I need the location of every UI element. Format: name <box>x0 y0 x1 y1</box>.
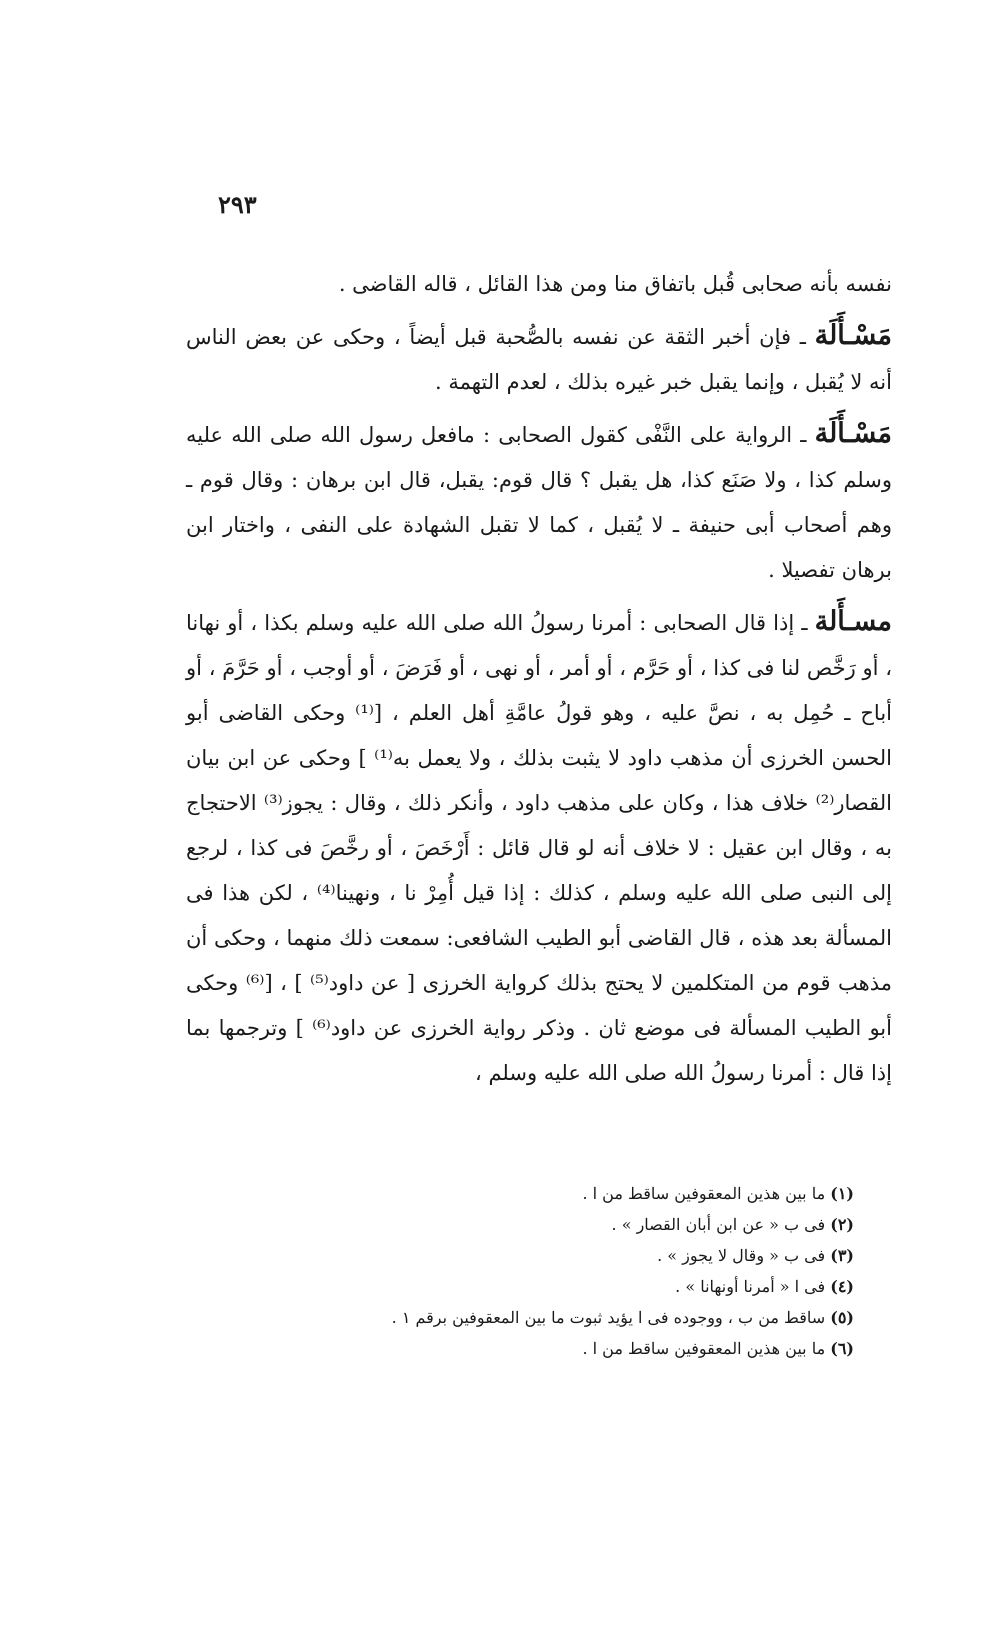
footnote-item <box>300 1333 854 1364</box>
footnote-item <box>300 1271 854 1302</box>
footnote-number: (٦) <box>830 1339 854 1358</box>
paragraph-text: نفسه بأنه صحابى قُبل باتفاق منا ومن هذا القائل ، قاله القاضى . <box>338 272 892 296</box>
footnote-item <box>300 1240 854 1271</box>
footnote-number: (٥) <box>830 1308 854 1327</box>
footnote-text: ساقط من ب ، ووجوده فى ا يؤيد ثبوت ما بين المعقوفين برقم ١ . <box>391 1308 826 1327</box>
footnote-item <box>300 1209 854 1240</box>
footnote-text: فى ب « عن ابن أبان القصار » . <box>611 1215 826 1234</box>
footnote-number: (٢) <box>830 1215 854 1234</box>
footnotes <box>300 1178 854 1364</box>
paragraph-text: ـ الرواية على النَّفْى كقول الصحابى : مافعل رسول الله صلى الله عليه وسلم كذا ، ولا صَنَع كذا، هل يقبل ؟ قال قوم: يقبل، قال ابن برهان : وقال قوم ـ وهم أصحاب أبى حنيفة ـ لا يُقبل ، كما لا تقبل الشهادة على النفى ، واختار ابن برهان تفصيلا . <box>186 423 892 582</box>
footnote-item <box>300 1178 854 1209</box>
footnote-text: فى ب « وقال لا يجوز » . <box>657 1246 826 1265</box>
page-number: ٢٩٣ <box>218 190 257 219</box>
footnote-number: (٤) <box>830 1277 854 1296</box>
main-text <box>186 262 892 1102</box>
footnote-text: ما بين هذين المعقوفين ساقط من ا . <box>582 1184 826 1203</box>
footnote-item <box>300 1302 854 1333</box>
paragraph-3 <box>186 411 892 593</box>
issue-heading: مَسْـأَلَة <box>814 320 892 351</box>
issue-heading: مَسْـأَلَة <box>814 418 892 449</box>
footnote-number: (١) <box>830 1184 854 1203</box>
paragraph-1 <box>186 262 892 307</box>
footnote-text: ما بين هذين المعقوفين ساقط من ا . <box>582 1339 826 1358</box>
footnote-number: (٣) <box>830 1246 854 1265</box>
footnote-text: فى ا « أمرنا أونهانا » . <box>675 1277 826 1296</box>
issue-heading: مسـأَلة <box>814 606 892 637</box>
paragraph-2 <box>186 313 892 405</box>
paragraph-text: ـ إذا قال الصحابى : أمرنا رسولُ الله صلى الله عليه وسلم بكذا ، أو نهانا ، أو رَخَّص لنا فى كذا ، أو حَرَّم ، أو أمر ، أو نهى ، أو فَرَضَ ، أو أوجب ، أو حَرَّمَ ، أو أباح ـ حُمِل به ، نصَّ عليه ، وهو قولُ عامَّةِ أهل العلم ، [⁽¹⁾ وحكى القاضى أبو الحسن الخرزى أن مذهب داود لا يثبت بذلك ، ولا يعمل به⁽¹⁾ ] وحكى عن ابن بيان القصار⁽²⁾ خلاف هذا ، وكان على مذهب داود ، وأنكر ذلك ، وقال : يجوز⁽³⁾ الاحتجاج به ، وقال ابن عقيل : لا خلاف أنه لو قال قائل : أَرْخَصَ ، أو رخَّصَ فى كذا ، لرجع إلى النبى صلى الله عليه وسلم ، كذلك : إذا قيل أُمِرْ نا ، ونهينا⁽⁴⁾ ، لكن هذا فى المسألة بعد هذه ، قال القاضى أبو الطيب الشافعى: سمعت ذلك منهما ، وحكى أن مذهب قوم من المتكلمين لا يحتج بذلك كرواية الخرزى [ عن داود⁽⁵⁾ ] ، [⁽⁶⁾ وحكى أبو الطيب المسألة فى موضع ثان . وذكر رواية الخرزى عن داود⁽⁶⁾ ] وترجمها بما إذا قال : أمرنا رسولُ الله صلى الله عليه وسلم ، <box>186 611 893 1085</box>
paragraph-text: ـ فإن أخبر الثقة عن نفسه بالصُّحبة قبل أيضاً ، وحكى عن بعض الناس أنه لا يُقبل ، وإنما يقبل خبر غيره بذلك ، لعدم التهمة . <box>186 325 892 394</box>
paragraph-4 <box>186 599 892 1096</box>
